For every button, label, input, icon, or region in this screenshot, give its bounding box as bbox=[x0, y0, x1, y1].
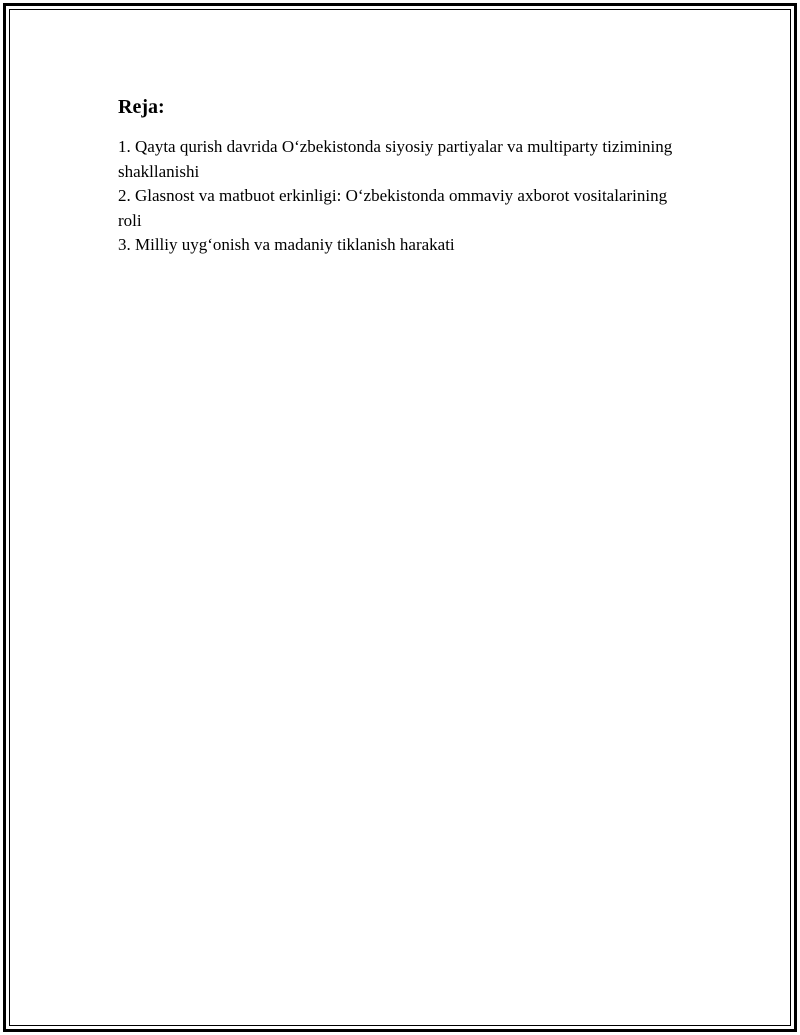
plan-item-1: 1. Qayta qurish davrida O‘zbekistonda siyosiy partiyalar va multiparty tizimining shakllanishi bbox=[118, 137, 673, 181]
plan-heading: Reja: bbox=[118, 96, 165, 118]
plan-item-3: 3. Milliy uyg‘onish va madaniy tiklanish harakati bbox=[118, 235, 455, 254]
document-body bbox=[118, 93, 678, 258]
plan-item-2: 2. Glasnost va matbuot erkinligi: O‘zbekistonda ommaviy axborot vositalarining roli bbox=[118, 186, 668, 230]
plan-list bbox=[118, 135, 678, 258]
